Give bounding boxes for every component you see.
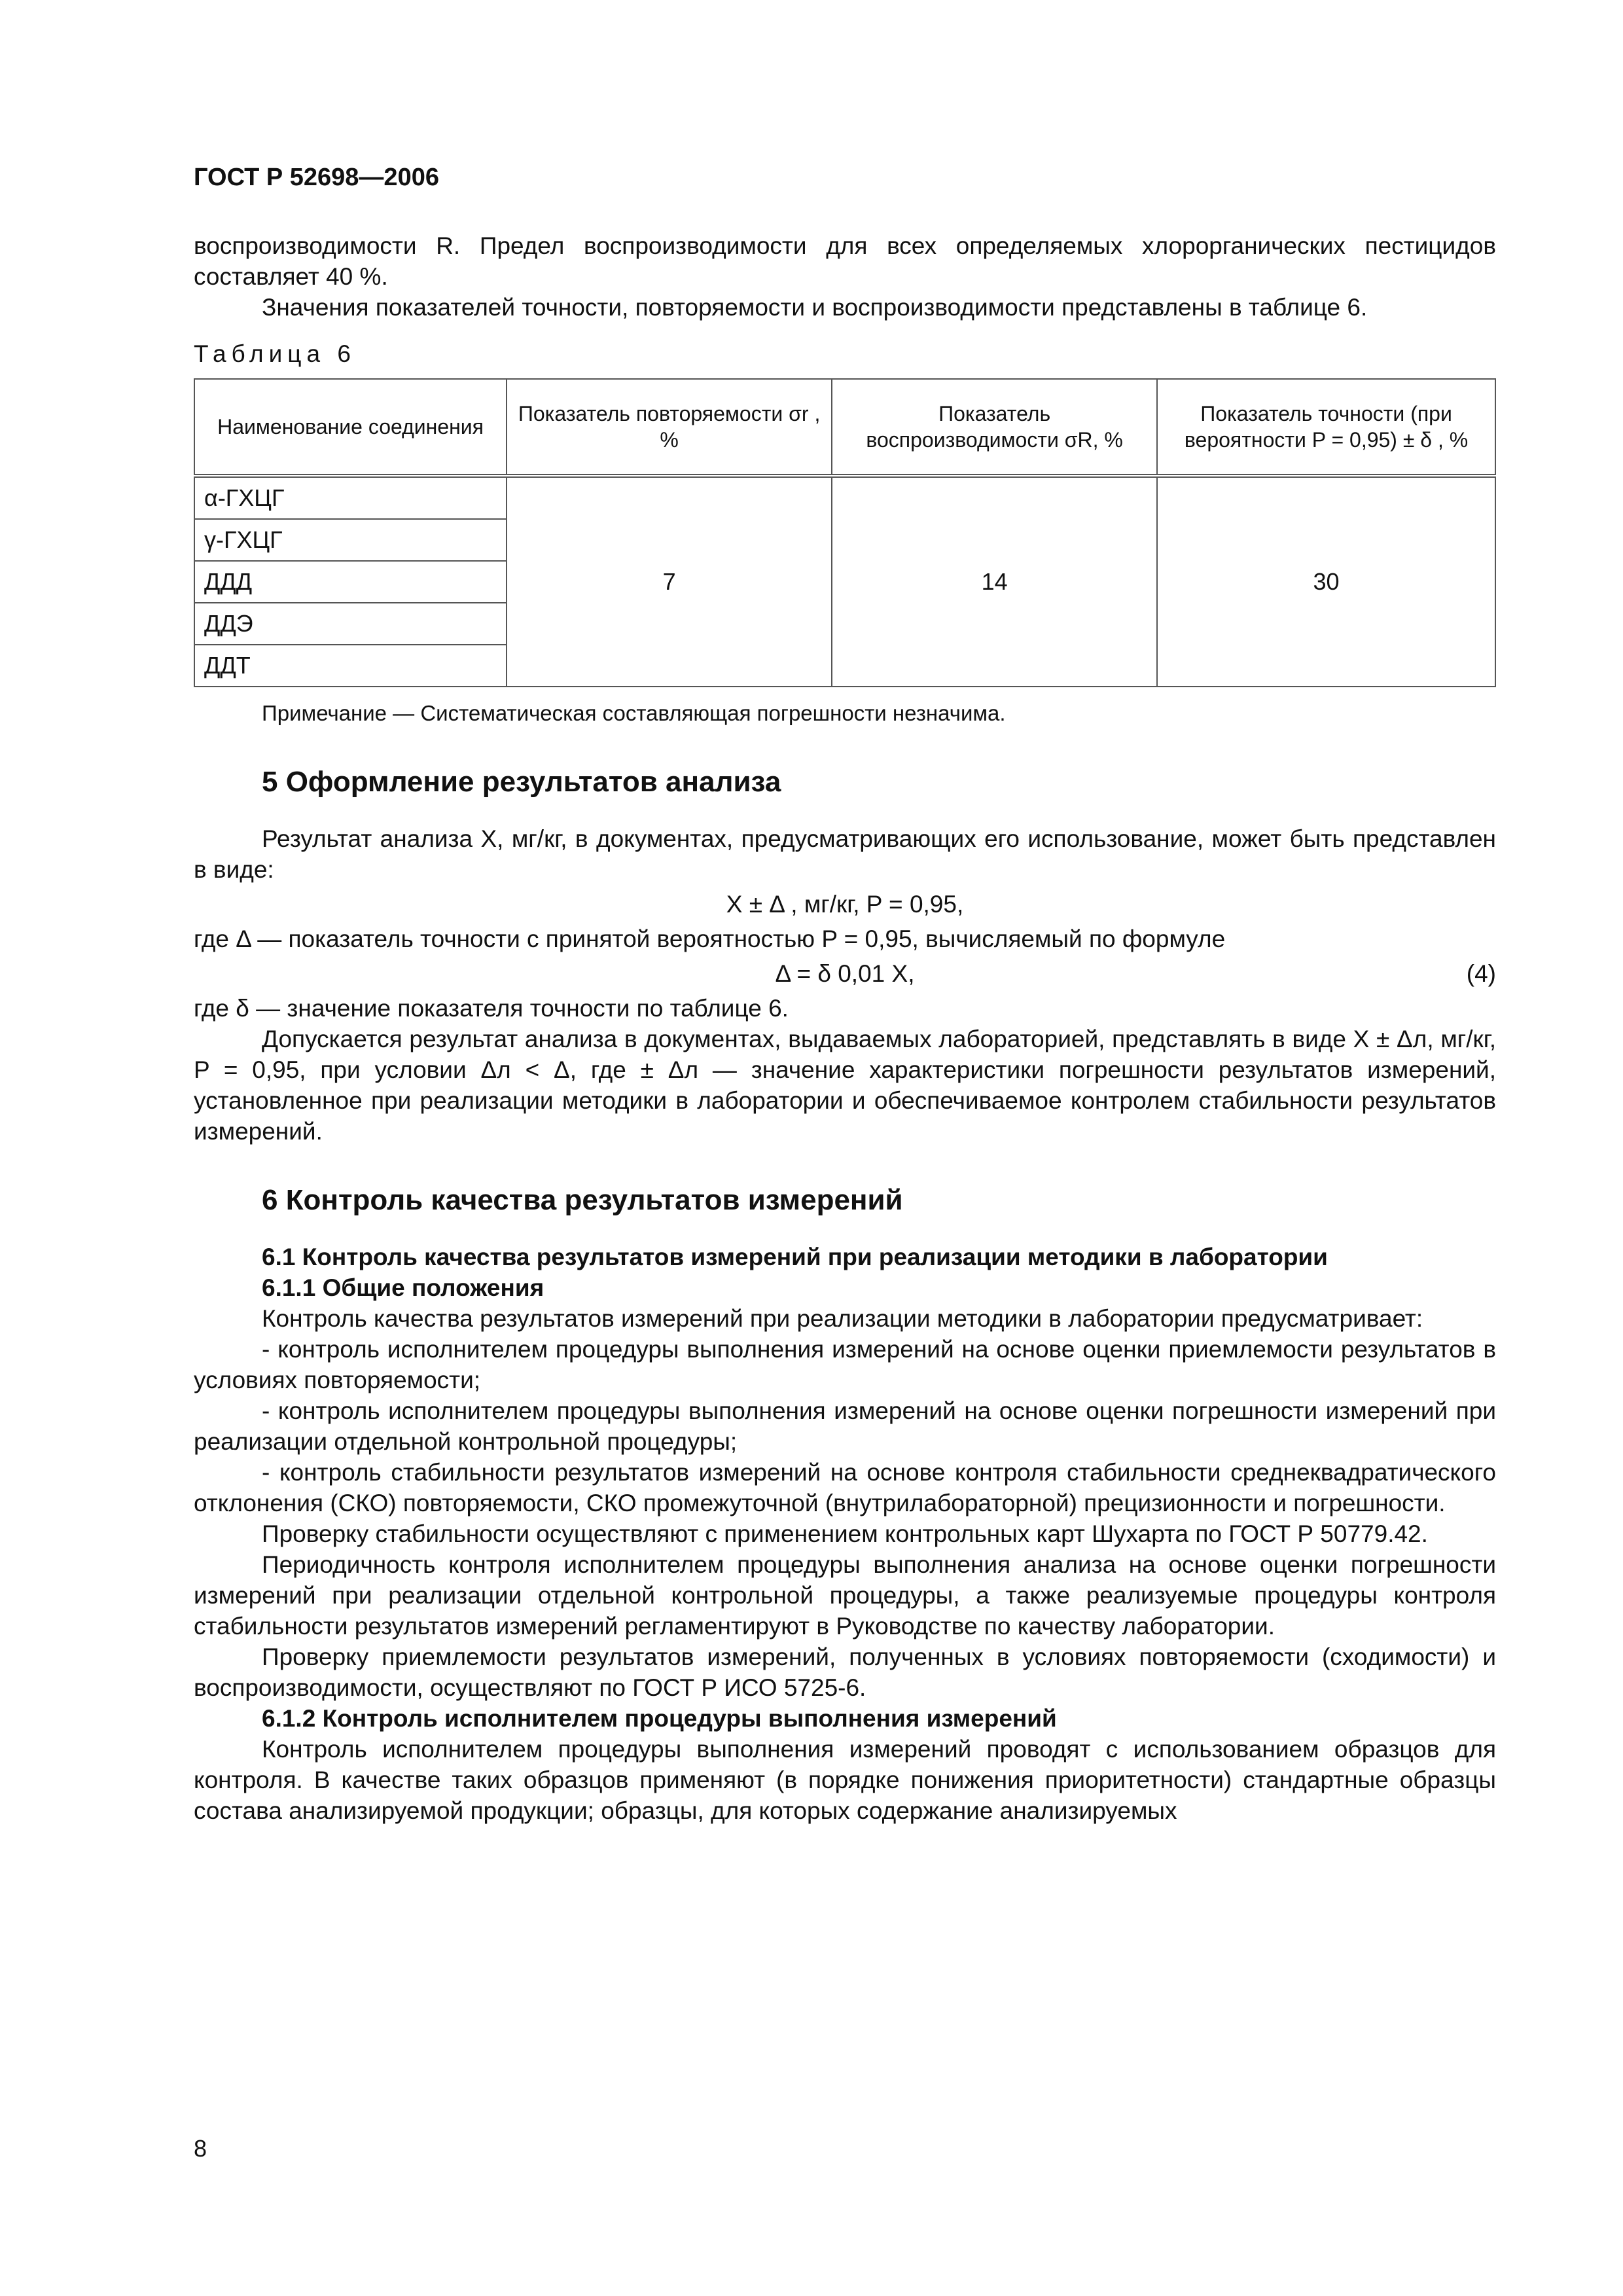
section-5-paragraph-4: Допускается результат анализа в документах, выдаваемых лабораторией, представлять в виде X ± Δл, мг/кг, P = 0,95, при условии Δл < Δ, где ± Δл — значение характеристики погрешности результатов измерений, установленное при реализации методики в лаборатории и обеспечиваемое контролем стабильности результатов измерений. <box>194 1026 1496 1145</box>
formula-4 <box>194 958 1496 989</box>
table-row <box>194 476 1495 519</box>
compound-name: ДДЭ <box>194 603 507 645</box>
section-6-paragraph-5: Контроль исполнителем процедуры выполнения измерений проводят с использованием образцов для контроля. В качестве таких образцов применяют (в порядке понижения приоритетности) стандартные образцы состава анализируемой продукции; образцы, для которых содержание анализируемых <box>194 1736 1496 1824</box>
section-6-heading: 6 Контроль качества результатов измерений <box>262 1184 903 1216</box>
reproducibility-value: 14 <box>832 476 1157 687</box>
section-6-paragraph-2: Проверку стабильности осуществляют с применением контрольных карт Шухарта по ГОСТ Р 50779.42. <box>262 1520 1428 1547</box>
header-repeatability: Показатель повторяемости σr , % <box>507 379 832 476</box>
accuracy-value: 30 <box>1157 476 1495 687</box>
compound-name: γ-ГХЦГ <box>194 519 507 561</box>
intro-paragraph-1: воспроизводимости R. Предел воспроизводимости для всех определяемых хлорорганических пестицидов составляет 40 %. <box>194 232 1496 290</box>
repeatability-value: 7 <box>507 476 832 687</box>
compound-name: α-ГХЦГ <box>194 476 507 519</box>
header-accuracy: Показатель точности (при вероятности P = 0,95) ± δ , % <box>1157 379 1495 476</box>
subsection-6-1-2-heading: 6.1.2 Контроль исполнителем процедуры выполнения измерений <box>262 1705 1057 1732</box>
header-reproducibility: Показатель воспроизводимости σR, % <box>832 379 1157 476</box>
formula-result: X ± Δ , мг/кг, P = 0,95, <box>726 891 964 918</box>
bullet-item: - контроль исполнителем процедуры выполнения измерений на основе оценки погрешности измерений при реализации отдельной контрольной процедуры; <box>194 1397 1496 1455</box>
section-6-paragraph-3: Периодичность контроля исполнителем процедуры выполнения анализа на основе оценки погрешности измерений при реализации отдельной контрольной процедуры, а также реализуемые процедуры контроля стабильности результатов измерений регламентируют в Руководстве по качеству лаборатории. <box>194 1551 1496 1640</box>
bullet-item: - контроль исполнителем процедуры выполнения измерений на основе оценки приемлемости результатов в условиях повторяемости; <box>194 1336 1496 1393</box>
intro-paragraph-2: Значения показателей точности, повторяемости и воспроизводимости представлены в таблице 6. <box>262 294 1368 321</box>
page-number: 8 <box>194 2135 207 2162</box>
section-6-paragraph-1: Контроль качества результатов измерений при реализации методики в лаборатории предусматривает: <box>262 1305 1423 1332</box>
header-compound: Наименование соединения <box>194 379 507 476</box>
section-6-paragraph-4: Проверку приемлемости результатов измерений, полученных в условиях повторяемости (сходимости) и воспроизводимости, осуществляют по ГОСТ Р ИСО 5725-6. <box>194 1643 1496 1701</box>
formula-4-expression: Δ = δ 0,01 X, <box>775 960 915 987</box>
section-5-paragraph-1: Результат анализа X, мг/кг, в документах, предусматривающих его использование, может быть представлен в виде: <box>194 825 1496 883</box>
page-header: ГОСТ Р 52698—2006 <box>194 164 439 191</box>
compound-name: ДДТ <box>194 645 507 687</box>
subsection-6-1-1-heading: 6.1.1 Общие положения <box>262 1274 544 1301</box>
document-body <box>194 230 1496 1826</box>
accuracy-table <box>194 378 1496 687</box>
table-caption: Таблица 6 <box>194 340 356 367</box>
table-note: Примечание — Систематическая составляющая погрешности незначима. <box>262 701 1006 725</box>
section-5-paragraph-3: где δ — значение показателя точности по таблице 6. <box>194 995 789 1022</box>
table-header-row <box>194 379 1495 476</box>
compound-name: ДДД <box>194 561 507 603</box>
section-5-heading: 5 Оформление результатов анализа <box>262 766 781 798</box>
section-5-paragraph-2: где Δ — показатель точности с принятой вероятностью P = 0,95, вычисляемый по формуле <box>194 925 1226 952</box>
bullet-item: - контроль стабильности результатов измерений на основе контроля стабильности среднеквадратического отклонения (СКО) повторяемости, СКО промежуточной (внутрилабораторной) прецизионности и погрешности. <box>194 1459 1496 1516</box>
subsection-6-1-heading: 6.1 Контроль качества результатов измерений при реализации методики в лаборатории <box>262 1244 1328 1270</box>
formula-4-number: (4) <box>1466 960 1496 987</box>
